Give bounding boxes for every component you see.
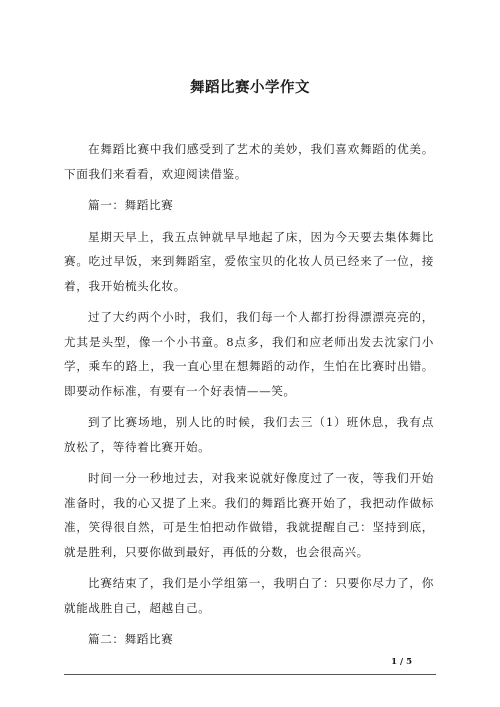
- paragraph: 到了比赛场地，别人比的时候，我们去三（1）班休息，我有点放松了，等待着比赛开始。: [64, 415, 434, 454]
- paragraph: 星期天早上，我五点钟就早早地起了床，因为今天要去集体舞比赛。吃过早饭，来到舞蹈室，爱侬宝贝的化妆人员已经来了一位，接着，我开始梳头化妆。: [64, 229, 434, 293]
- page-title: 舞蹈比赛小学作文: [190, 79, 310, 96]
- paragraph: 比赛结束了，我们是小学组第一，我明白了：只要你尽力了，你就能战胜自己，超越自己。: [64, 576, 434, 615]
- page-number: 1 / 5: [391, 657, 412, 667]
- paragraph: 过了大约两个小时，我们，我们每一个人都打扮得漂漂亮亮的，尤其是头型，像一个小书童。8点多，我们和应老师出发去沈家门小学，乘车的路上，我一直心里在想舞蹈的动作，生怕在比赛时出错。即要动作标准，有要有一个好表情——笑。: [64, 310, 434, 398]
- section-heading-2: 篇二：舞蹈比赛: [88, 632, 174, 646]
- section-heading-1: 篇一：舞蹈比赛: [88, 198, 174, 212]
- footer-divider: [64, 674, 436, 675]
- intro-paragraph: 在舞蹈比赛中我们感受到了艺术的美妙，我们喜欢舞蹈的优美。下面我们来看看，欢迎阅读借鉴。: [64, 142, 434, 181]
- paragraph: 时间一分一秒地过去，对我来说就好像度过了一夜，等我们开始准备时，我的心又提了上来。我们的舞蹈比赛开始了，我把动作做标准，笑得很自然，可是生怕把动作做错，我就提醒自己：坚持到底，就是胜利，只要你做到最好，再低的分数，也会很高兴。: [64, 471, 434, 559]
- document-body: [64, 137, 434, 659]
